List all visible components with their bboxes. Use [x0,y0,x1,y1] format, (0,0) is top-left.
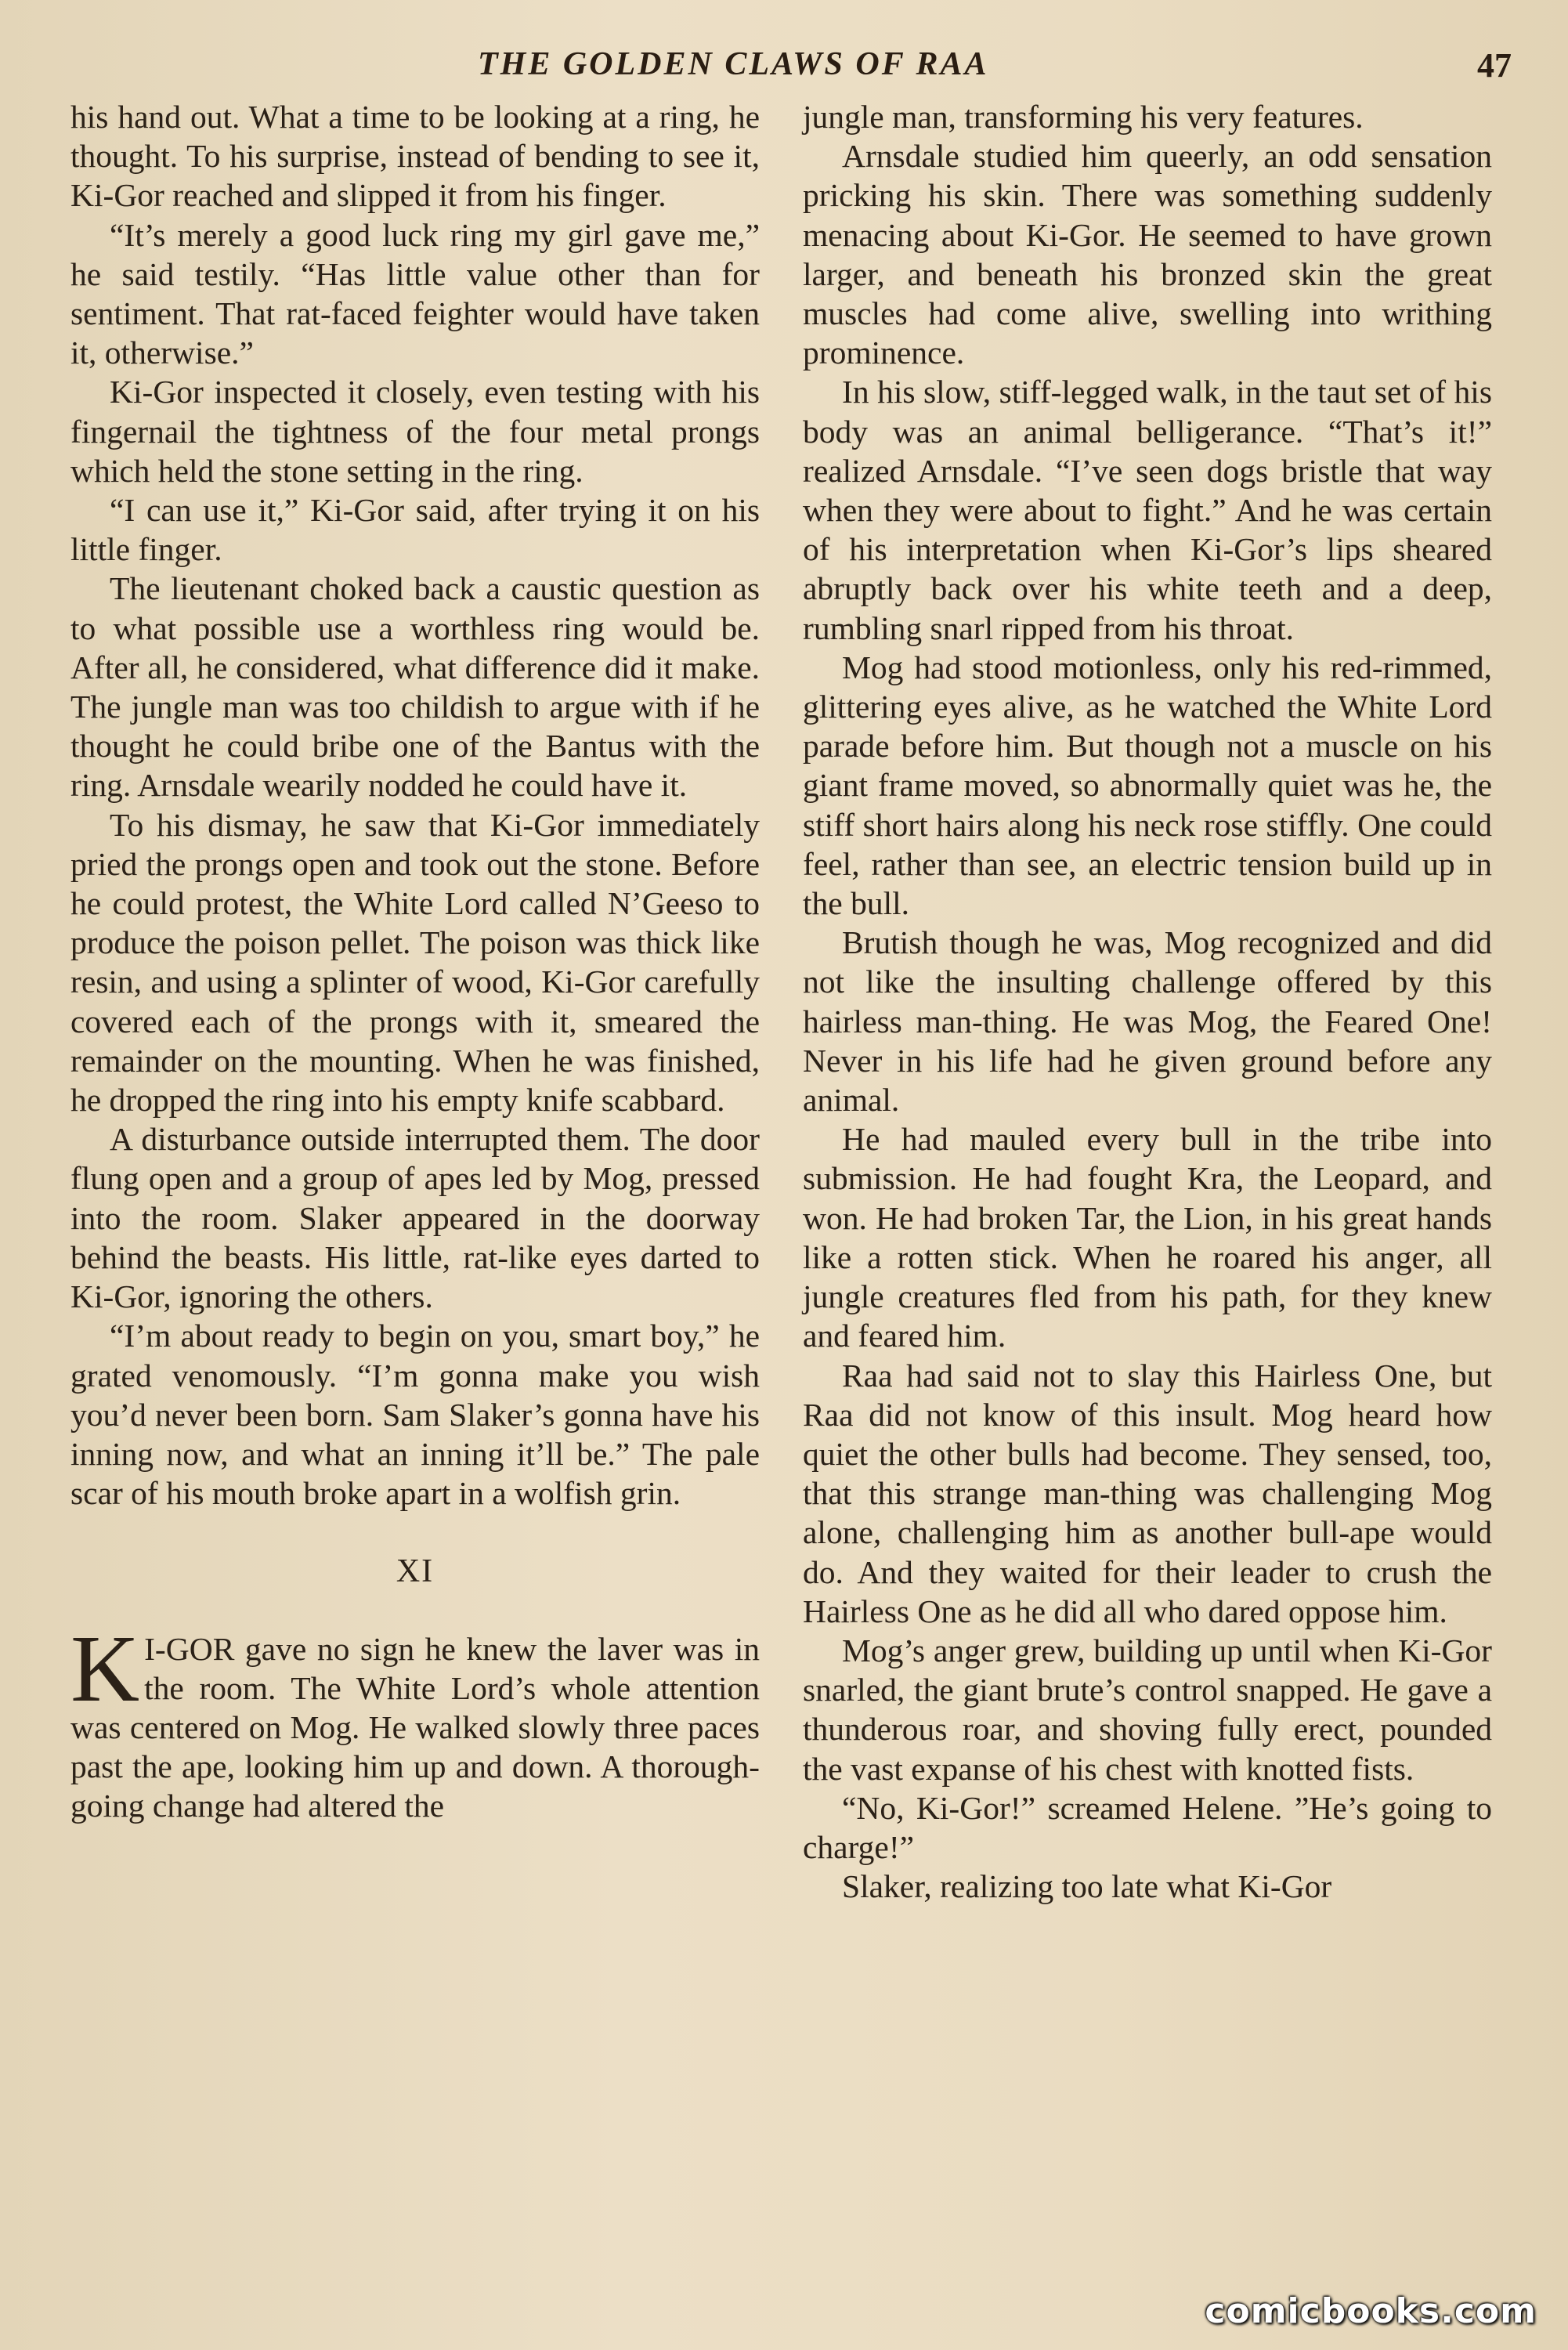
page-number: 47 [1477,46,1512,85]
paragraph-with-dropcap [70,1615,760,1826]
paragraph: To his dismay, he saw that Ki-Gor immediately pried the prongs open and took out the stone. Before he could protest, the White Lord called N’Geeso to produce the poison pellet. The poison was thick like resin, and using a splinter of wood, Ki-Gor carefully covered each of the prongs with it, smeared the remainder on the mounting. When he was finished, he dropped the ring into his empty knife scabbard. [70,806,760,1119]
paragraph: He had mauled every bull in the tribe into submission. He had fought Kra, the Leopard, and won. He had broken Tar, the Lion, in his great hands like a rotten stick. When he roared his anger, all jungle creatures fled from his path, for they knew and feared him. [803,1121,1492,1354]
paragraph: Raa had said not to slay this Hairless One, but Raa did not know of this insult. Mog heard how quiet the other bulls had become. They sensed, too, that this strange man-thing was challenging Mog alone, challenging him as another bull-ape would do. And they waited for their leader to crush the Hairless One as he did all who dared oppose him. [803,1357,1492,1629]
drop-cap: K [70,1615,140,1722]
paragraph-text: I-GOR gave no sign he knew the laver was in the room. The White Lord’s whole attention was centered on Mog. He walked slowly three paces past the ape, looking him up and down. A thorough-going change had altered the [70,1630,760,1824]
paragraph: The lieutenant choked back a caustic question as to what possible use a worthless ring would be. After all, he considered, what difference did it make. The jungle man was too childish to argue with if he thought he could bribe one of the Bantus with the ring. Arnsdale wearily nodded he could have it. [70,570,760,804]
paragraph: “I’m about ready to begin on you, smart boy,” he grated venomously. “I’m gonna make you wish you’d never been born. Sam Slaker’s gonna have his inning now, and what an inning it’ll be.” The pale scar of his mouth broke apart in a wolfish grin. [70,1318,760,1512]
paragraph: his hand out. What a time to be looking at a ring, he thought. To his surprise, instead of bending to see it, Ki-Gor reached and slipped it from his finger. [70,99,760,214]
paragraph: jungle man, transforming his very features. [803,99,1364,135]
paragraph: A disturbance outside interrupted them. The door flung open and a group of apes led by Mog, pressed into the room. Slaker appeared in the doorway behind the beasts. His little, rat-like eyes darted to Ki-Gor, ignoring the others. [70,1121,760,1315]
paragraph: Arnsdale studied him queerly, an odd sensation pricking his skin. There was something suddenly menacing about Ki-Gor. He seemed to have grown larger, and beneath his bronzed skin the great muscles had come alive, swelling into writhing prominence. [803,138,1492,371]
paragraph: “It’s merely a good luck ring my girl gave me,” he said testily. “Has little value other than for sentiment. That rat-faced feighter would have taken it, otherwise.” [70,216,760,371]
paragraph: Mog’s anger grew, building up until when Ki-Gor snarled, the giant brute’s control snapped. He gave a thunderous roar, and shoving fully erect, pounded the vast expanse of his chest with knotted fists. [803,1632,1492,1787]
paragraph: Ki-Gor inspected it closely, even testing with his fingernail the tightness of the four metal prongs which held the stone setting in the ring. [70,374,760,489]
paragraph: Slaker, realizing too late what Ki-Gor [842,1868,1332,1905]
paragraph: Mog had stood motionless, only his red-rimmed, glittering eyes alive, as he watched the White Lord parade before him. But though not a muscle on his giant frame moved, so abnormally quiet was he, the stiff short hairs along his neck rose stiffly. One could feel, rather than see, an electric tension build up in the bull. [803,649,1492,922]
paragraph: Brutish though he was, Mog recognized and did not like the insulting challenge offered by this hairless man-thing. He was Mog, the Feared One! Never in his life had he given ground before any animal. [803,924,1492,1119]
page-header [0,45,1568,92]
chapter-heading: XI [396,1553,435,1590]
watermark-logo: comicbooks.com [1205,2291,1537,2331]
right-column [803,97,1492,1906]
paragraph: In his slow, stiff-legged walk, in the taut set of his body was an animal belligerance. “That’s it!” realized Arnsdale. “I’ve seen dogs bristle that way when they were about to fight.” And he was certain of his interpretation when Ki-Gor’s lips sheared abruptly back over his white teeth and a deep, rumbling snarl ripped from his throat. [803,374,1492,646]
running-title: THE GOLDEN CLAWS OF RAA [478,46,989,82]
paragraph: “I can use it,” Ki-Gor said, after trying it on his little finger. [70,492,760,568]
paragraph: “No, Ki-Gor!” screamed Helene. ”He’s going to charge!” [803,1789,1492,1865]
left-column [70,97,760,1826]
